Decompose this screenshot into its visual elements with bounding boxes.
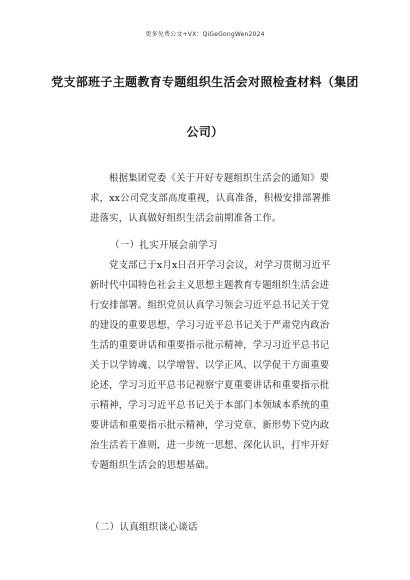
paragraph-line: 进落实，认真做好组织生活会前期准备工作。	[90, 213, 282, 224]
paragraph-line: 根据集团党委《关于开好专题组织生活会的通知》要	[109, 173, 330, 184]
header-watermark-note: 更多免费公文+VX：QiGeGongWen2024	[145, 31, 265, 38]
paragraph-line: 专题组织生活会的思想基础。	[90, 460, 215, 471]
document-title-line-2: 公司）	[186, 125, 224, 139]
paragraph-line: 的建设的重要思想，学习习近平总书记关于严肃党内政治	[90, 320, 330, 331]
paragraph-line: 要讲话和重要指示批示精神，学习党章、新形势下党内政	[90, 420, 330, 431]
paragraph-line: 求，xx公司党支部高度重视，认真准备，积极安排部署推	[90, 193, 331, 204]
paragraph-study	[90, 256, 350, 476]
document-title-line-1: 党支部班子主题教育专题组织生活会对照检查材料（集团	[51, 75, 359, 89]
paragraph-line: 党支部已于x月x日召开学习会议，对学习贯彻习近平	[109, 260, 331, 271]
paragraph-line: 论述，学习习近平总书记视察宁夏重要讲话和重要指示批	[90, 380, 330, 391]
paragraph-line: 关于以学铸魂、以学增智、以学正风、以学促干方面重要	[90, 360, 330, 371]
paragraph-line: 新时代中国特色社会主义思想主题教育专题组织生活会进	[90, 280, 330, 291]
section-heading-2: （二）认真组织谈心谈话	[90, 522, 198, 533]
paragraph-line: 治生活若干准则，进一步统一思想、深化认识，打牢开好	[90, 440, 330, 451]
paragraph-line: 行安排部署。组织党员认真学习领会习近平总书记关于党	[90, 300, 330, 311]
paragraph-intro	[90, 169, 350, 229]
section-heading-1: （一）扎实开展会前学习	[110, 240, 218, 251]
paragraph-line: 示精神，学习习近平总书记关于本部门本领域本系统的重	[90, 400, 330, 411]
paragraph-line: 生活的重要讲话和重要指示批示精神，学习习近平总书记	[90, 340, 330, 351]
